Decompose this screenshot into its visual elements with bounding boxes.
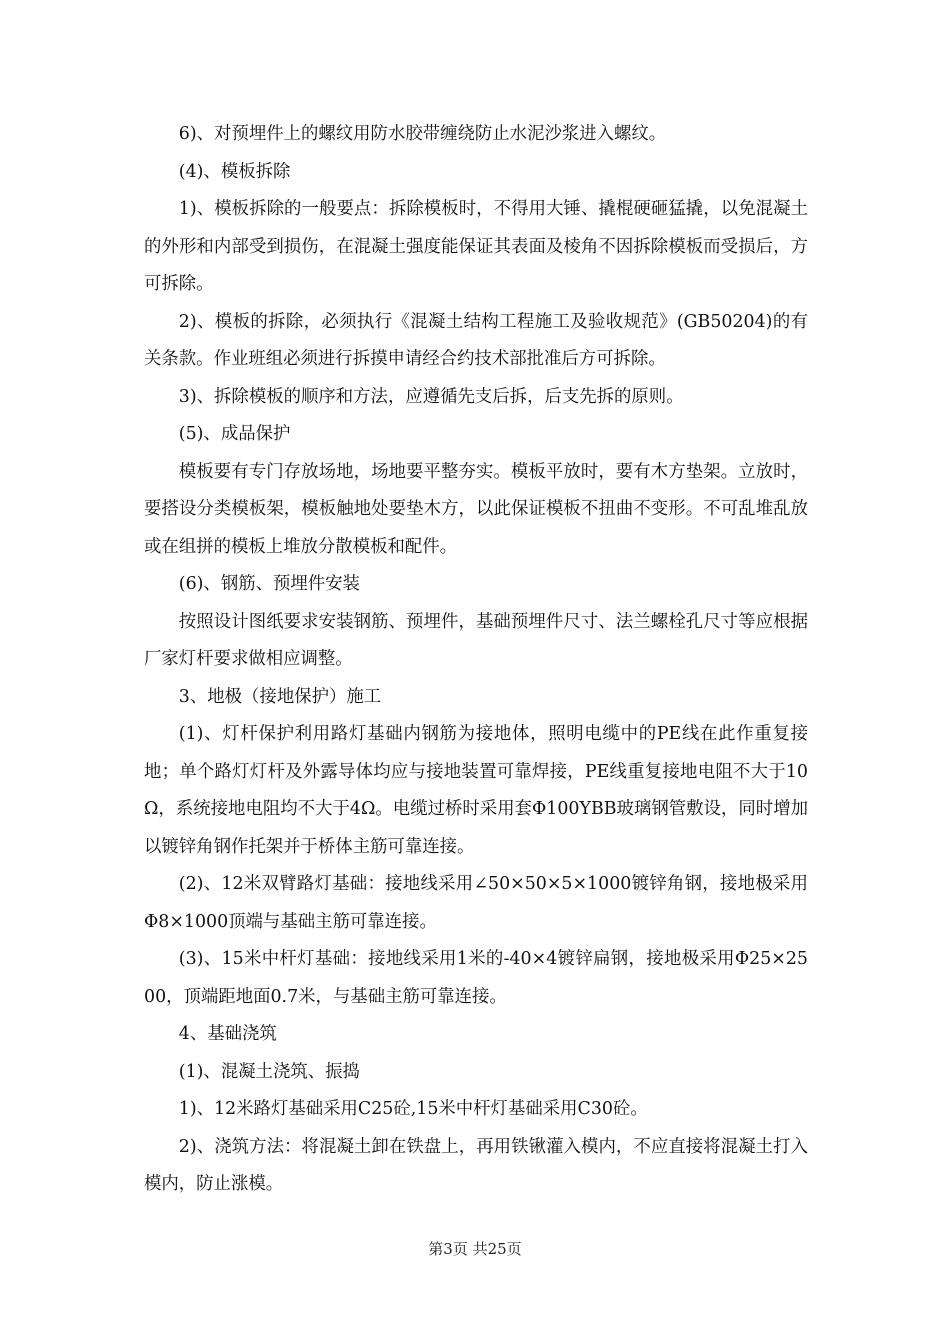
paragraph-grounding-3: (3)、15米中杆灯基础：接地线采用1米的-40×4镀锌扁钢，接地极采用Φ25×2500，顶端距地面0.7米，与基础主筋可靠连接。	[144, 949, 808, 1007]
paragraph-concrete-grade: 1)、12米路灯基础采用C25砼,15米中杆灯基础采用C30砼。	[178, 1099, 648, 1119]
paragraph-pouring-method: 2)、浇筑方法：将混凝土卸在铁盘上，再用铁锹灌入模内，不应直接将混凝土打入模内，防止涨模。	[144, 1136, 808, 1194]
paragraph-grounding-2: (2)、12米双臂路灯基础：接地线采用∠50×50×5×1000镀锌角钢，接地极采用Φ8×1000顶端与基础主筋可靠连接。	[144, 874, 808, 932]
heading-formwork-removal: (4)、模板拆除	[178, 161, 291, 182]
paragraph-rebar-installation: 按照设计图纸要求安装钢筋、预埋件，基础预埋件尺寸、法兰螺栓孔尺寸等应根据厂家灯杆要求做相应调整。	[144, 611, 808, 669]
paragraph-item-6: 6)、对预埋件上的螺纹用防水胶带缠绕防止水泥沙浆进入螺纹。	[178, 124, 667, 144]
heading-concrete-vibration: (1)、混凝土浇筑、振捣	[178, 1061, 360, 1082]
paragraph-formwork-removal-standard: 2)、模板的拆除，必须执行《混凝土结构工程施工及验收规范》(GB50204)的有关条款。作业班组必须进行拆摸申请经合约技术部批准后方可拆除。	[144, 311, 808, 369]
heading-product-protection: (5)、成品保护	[178, 424, 291, 444]
paragraph-grounding-1: (1)、灯杆保护利用路灯基础内钢筋为接地体，照明电缆中的PE线在此作重复接地；单个路灯灯杆及外露导体均应与接地装置可靠焊接，PE线重复接地电阻不大于10Ω，系统接地电阻均不大于4Ω。电缆过桥时采用套Φ100YBB玻璃钢管敷设，同时增加以镀锌角钢作托架并于桥体主筋可靠连接。	[144, 724, 808, 857]
paragraph-formwork-removal-points: 1)、模板拆除的一般要点：拆除模板时，不得用大锤、撬棍硬砸猛撬，以免混凝土的外形和内部受到损伤，在混凝土强度能保证其表面及棱角不因拆除模板而受损后，方可拆除。	[144, 199, 808, 294]
page-footer: 第3页 共25页	[428, 1240, 522, 1258]
heading-grounding: 3、地极（接地保护）施工	[178, 686, 382, 707]
heading-rebar-installation: (6)、钢筋、预埋件安装	[178, 574, 360, 594]
paragraph-product-protection: 模板要有专门存放场地，场地要平整夯实。模板平放时，要有木方垫架。立放时，要搭设分类模板架，模板触地处要垫木方，以此保证模板不扭曲不变形。不可乱堆乱放或在组拼的模板上堆放分散模板和配件。	[144, 461, 808, 557]
document-body	[144, 116, 808, 1204]
heading-foundation-pouring: 4、基础浇筑	[178, 1024, 277, 1044]
paragraph-formwork-removal-order: 3)、拆除模板的顺序和方法，应遵循先支后拆，后支先拆的原则。	[178, 386, 684, 407]
